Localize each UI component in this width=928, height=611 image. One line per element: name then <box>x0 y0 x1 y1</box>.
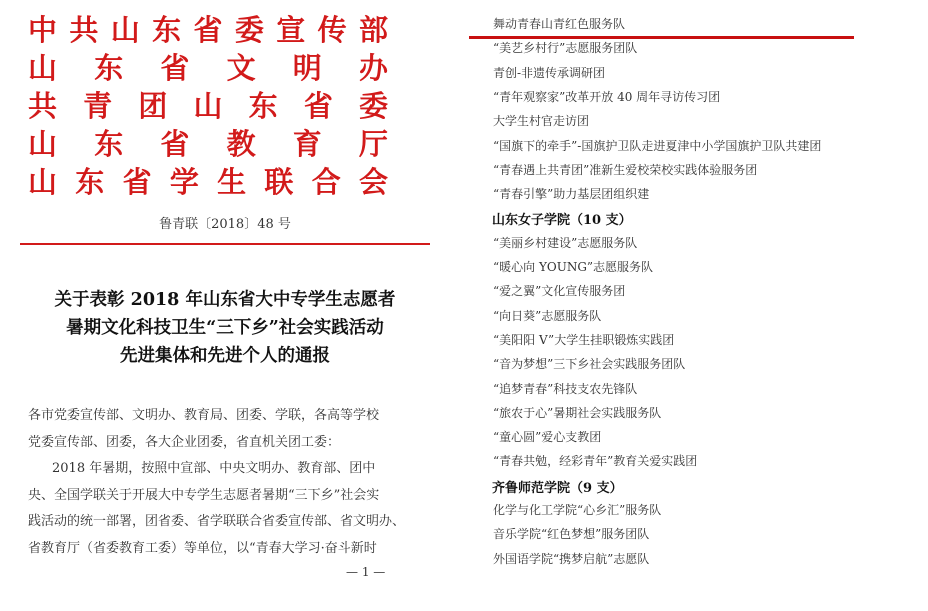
team-list-item: “爱之翼”文化宣传服务团 <box>493 284 626 299</box>
issuer-char: 东 <box>248 89 278 123</box>
team-list-item: 大学生村官走访团 <box>493 114 590 129</box>
team-list-item: “音为梦想”三下乡社会实践服务团队 <box>493 357 686 372</box>
issuer-char: 省 <box>193 13 223 47</box>
issuer-char: 厅 <box>359 127 389 161</box>
issuer-char: 联 <box>264 165 294 199</box>
team-list-item: “追梦青春”科技支农先锋队 <box>493 381 638 396</box>
issuer-char: 生 <box>217 165 247 199</box>
team-list-item: “美丽乡村建设”志愿服务队 <box>493 235 638 250</box>
body-line-6: 省教育厅（省委教育工委）等单位，以“青春大学习·奋斗新时 <box>28 541 377 556</box>
issuer-char: 山 <box>28 165 58 199</box>
issuer-char: 山 <box>28 51 58 85</box>
issuer-char: 东 <box>94 51 124 85</box>
issuer-char: 东 <box>94 127 124 161</box>
page-number: — 1 — <box>346 565 386 579</box>
notice-title-line-1: 关于表彰 2018 年山东省大中专学生志愿者 <box>54 290 396 310</box>
issuer-char: 山 <box>110 13 140 47</box>
issuer-char: 青 <box>83 89 113 123</box>
issuer-char: 委 <box>234 13 264 47</box>
issuer-char: 文 <box>226 51 256 85</box>
team-list-item: 外国语学院“携梦启航”志愿队 <box>493 551 650 566</box>
team-list-item: “青年观察家”改革开放 40 周年寻访传习团 <box>493 89 721 104</box>
issuer-char: 学 <box>169 165 199 199</box>
issuer-char: 部 <box>359 13 389 47</box>
team-list-item: “美艺乡村行”志愿服务团队 <box>493 41 638 56</box>
issuer-char: 育 <box>292 127 322 161</box>
team-list-item: “国旗下的牵手”-国旗护卫队走进夏津中小学国旗护卫队共建团 <box>493 138 822 153</box>
issuer-char: 传 <box>317 13 347 47</box>
red-divider-rule <box>20 243 430 245</box>
issuer-char: 东 <box>152 13 182 47</box>
issuer-char: 教 <box>226 127 256 161</box>
body-line-2: 党委宣传部、团委，各大企业团委，省直机关团工委： <box>28 435 341 450</box>
notice-title-line-2: 暑期文化科技卫生“三下乡”社会实践活动 <box>66 318 384 338</box>
team-list-item: “美阳阳 V”大学生挂职锻炼实践团 <box>493 332 675 347</box>
issuer-char: 山 <box>193 89 223 123</box>
team-list-item: 舞动青春山青红色服务队 <box>493 17 626 31</box>
issuer-char: 东 <box>75 165 105 199</box>
body-line-1: 各市党委宣传部、文明办、教育局、团委、学联，各高等学校 <box>28 408 380 423</box>
issuer-char: 合 <box>311 165 341 199</box>
issuer-char: 宣 <box>276 13 306 47</box>
team-list-item: 青创-非遗传承调研团 <box>493 65 606 80</box>
team-list-item: “暖心向 YOUNG”志愿服务队 <box>493 260 654 274</box>
team-list-item: “向日葵”志愿服务队 <box>493 308 602 323</box>
section-heading: 山东女子学院（10 支） <box>492 213 632 229</box>
issuer-char: 山 <box>28 127 58 161</box>
body-line-5: 践活动的统一部署，团省委、省学联联合省委宣传部、省文明办、 <box>28 514 406 529</box>
team-list-item: “青春引擎”助力基层团组织建 <box>493 187 650 202</box>
team-list-item: “童心圆”爱心支教团 <box>493 430 602 445</box>
team-list-item: “旅农于心”暑期社会实践服务队 <box>493 405 662 420</box>
issuer-char: 省 <box>122 165 152 199</box>
team-list-item: 化学与化工学院“心乡汇”服务队 <box>493 503 662 517</box>
left-page <box>0 0 450 611</box>
issuer-char: 省 <box>160 51 190 85</box>
team-list-item: “青春共勉，经彩青年”教育关爱实践团 <box>493 454 698 469</box>
issuer-char: 共 <box>28 89 58 123</box>
issuer-char: 中 <box>28 13 58 47</box>
body-line-4: 央、全国学联关于开展大中专学生志愿者暑期“三下乡”社会实 <box>28 488 380 503</box>
issuer-char: 省 <box>303 89 333 123</box>
team-list-item: “青春遇上共青团”准新生爱校荣校实践体验服务团 <box>493 162 758 177</box>
team-list-item: 音乐学院“红色梦想”服务团队 <box>493 527 650 542</box>
issuer-char: 省 <box>160 127 190 161</box>
document-number: 鲁青联〔2018〕48 号 <box>159 217 291 232</box>
issuer-char: 团 <box>138 89 168 123</box>
notice-title-line-3: 先进集体和先进个人的通报 <box>120 346 330 366</box>
issuer-char: 委 <box>359 89 389 123</box>
issuer-char: 办 <box>359 51 389 85</box>
issuer-char: 明 <box>292 51 322 85</box>
section-heading: 齐鲁师范学院（9 支） <box>492 480 623 496</box>
body-line-3: 2018 年暑期，按照中宣部、中央文明办、教育部、团中 <box>52 461 376 476</box>
right-page <box>465 0 928 611</box>
issuer-char: 会 <box>359 165 389 199</box>
issuer-char: 共 <box>69 13 99 47</box>
